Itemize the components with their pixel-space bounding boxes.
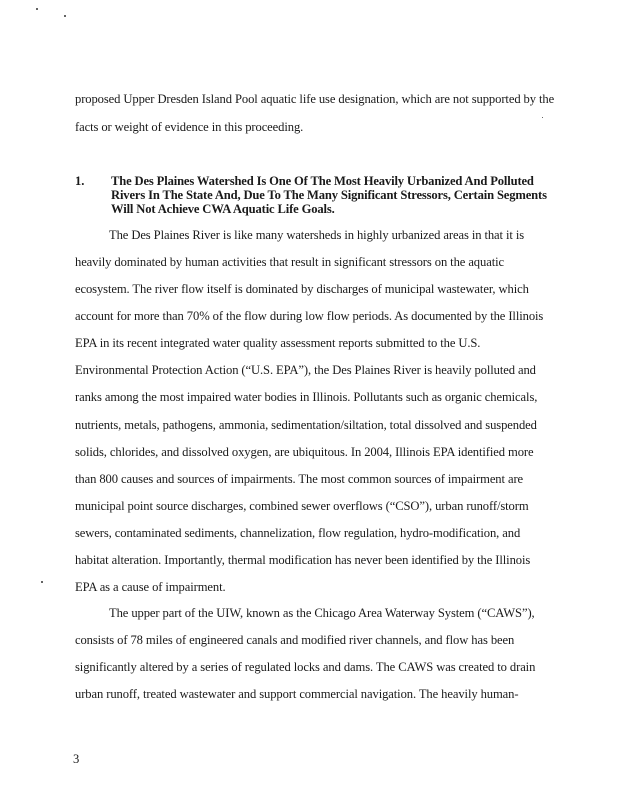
scan-speck <box>41 581 43 583</box>
paragraph-line: sewers, contaminated sediments, channelization, flow regulation, hydro-modification, and <box>75 526 521 540</box>
paragraph-line: than 800 causes and sources of impairments. The most common sources of impairment are <box>75 472 524 486</box>
paragraph-line: account for more than 70% of the flow during low flow periods. As documented by the Illinois <box>75 309 544 323</box>
paragraph-line: municipal point source discharges, combined sewer overflows (“CSO”), urban runoff/storm <box>75 499 529 513</box>
text-line: proposed Upper Dresden Island Pool aquatic life use designation, which are not supported by the <box>75 92 555 106</box>
text-line: facts or weight of evidence in this proceeding. <box>75 120 304 134</box>
section-number: 1. <box>75 174 85 188</box>
section-heading-line: Rivers In The State And, Due To The Many Significant Stressors, Certain Segments <box>111 188 547 202</box>
paragraph-line: EPA as a cause of impairment. <box>75 580 226 594</box>
scan-speck <box>36 8 38 10</box>
page-number: 3 <box>73 752 80 766</box>
paragraph-line: urban runoff, treated wastewater and support commercial navigation. The heavily human- <box>75 687 519 701</box>
section-heading-line: Will Not Achieve CWA Aquatic Life Goals. <box>111 202 335 216</box>
paragraph-line: ecosystem. The river flow itself is dominated by discharges of municipal wastewater, which <box>75 282 529 296</box>
paragraph-line: heavily dominated by human activities that result in significant stressors on the aquatic <box>75 255 504 269</box>
scan-speck <box>64 15 66 17</box>
paragraph-line: The Des Plaines River is like many watersheds in highly urbanized areas in that it is <box>109 228 525 242</box>
paragraph-line: habitat alteration. Importantly, thermal modification has never been identified by the Illinois <box>75 553 531 567</box>
paragraph-line: EPA in its recent integrated water quality assessment reports submitted to the U.S. <box>75 336 481 350</box>
paragraph-line: nutrients, metals, pathogens, ammonia, sedimentation/siltation, total dissolved and suspended <box>75 418 537 432</box>
paragraph-line: Environmental Protection Action (“U.S. EPA”), the Des Plaines River is heavily polluted and <box>75 363 536 377</box>
scan-speck <box>542 117 543 118</box>
paragraph-line: consists of 78 miles of engineered canals and modified river channels, and flow has been <box>75 633 515 647</box>
paragraph-line: significantly altered by a series of regulated locks and dams. The CAWS was created to drain <box>75 660 536 674</box>
section-heading-line: The Des Plaines Watershed Is One Of The Most Heavily Urbanized And Polluted <box>111 174 534 188</box>
paragraph-line: The upper part of the UIW, known as the Chicago Area Waterway System (“CAWS”), <box>109 606 535 620</box>
paragraph-line: ranks among the most impaired water bodies in Illinois. Pollutants such as organic chemicals, <box>75 390 538 404</box>
paragraph-line: solids, chlorides, and dissolved oxygen, are ubiquitous. In 2004, Illinois EPA identified more <box>75 445 534 459</box>
